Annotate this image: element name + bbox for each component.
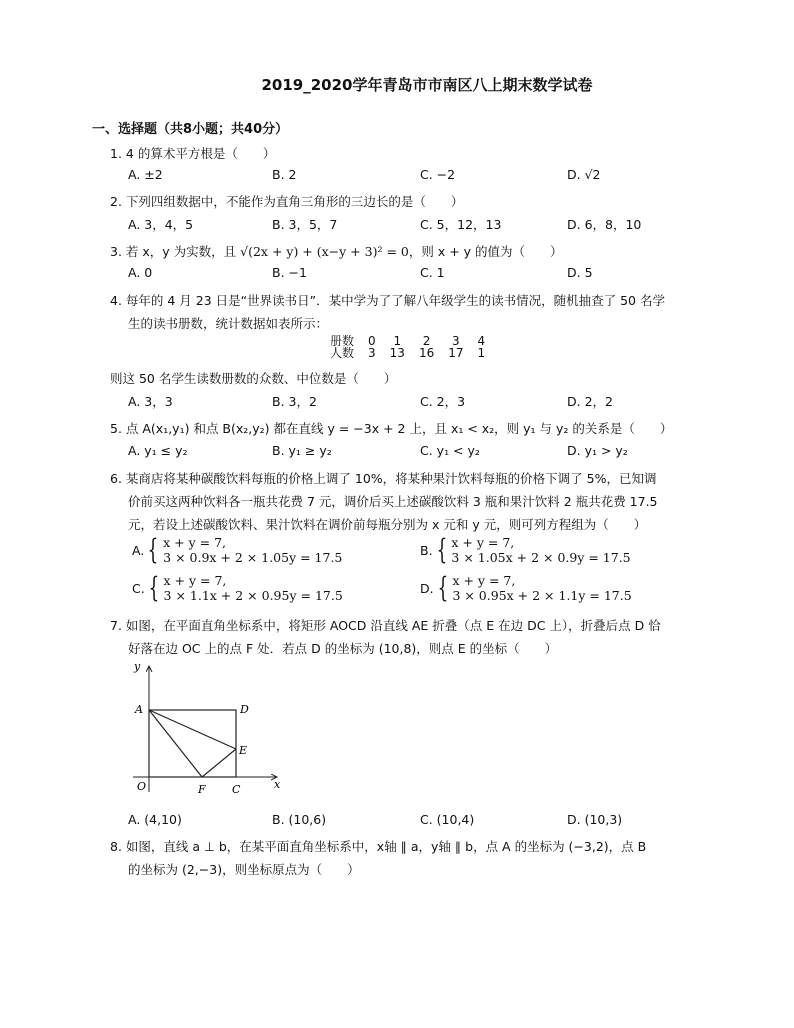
q4-option-c[interactable]: C. 2，3 bbox=[420, 394, 466, 409]
question-7-line-2: 好落在边 OC 上的点 F 处．若点 D 的坐标为 (10,8)，则点 E 的坐标（ ） bbox=[128, 641, 558, 656]
table-cell: 1 bbox=[393, 334, 402, 348]
equation-line: x + y = 7, bbox=[163, 573, 227, 588]
question-2-stem: 2. 下列四组数据中，不能作为直角三角形的三边长的是（ ） bbox=[110, 194, 464, 209]
table-cell: 3 bbox=[368, 346, 376, 360]
point-f-label: F bbox=[198, 783, 206, 796]
point-d-label: D bbox=[240, 703, 249, 716]
question-3-stem bbox=[110, 242, 563, 260]
brace-icon: { bbox=[148, 571, 159, 604]
y-axis-label: y bbox=[134, 660, 141, 673]
q2-option-a[interactable]: A. 3，4，5 bbox=[128, 217, 194, 232]
table-cell: 人数 bbox=[330, 346, 355, 360]
frequency-table bbox=[330, 335, 485, 359]
page-title: 2019_2020学年青岛市市南区八上期末数学试卷 bbox=[261, 76, 593, 94]
q3-equation: √(2x + y) + (x−y + 3)² = 0 bbox=[240, 244, 409, 259]
q2-option-c[interactable]: C. 5，12，13 bbox=[420, 217, 502, 232]
equation-line: x + y = 7, bbox=[452, 573, 516, 588]
q3-option-d[interactable]: D. 5 bbox=[567, 265, 593, 280]
q7-option-d[interactable]: D. (10,3) bbox=[567, 812, 623, 827]
table-cell: 3 bbox=[452, 334, 460, 348]
fold-rectangle-figure bbox=[125, 660, 285, 800]
q3-option-c[interactable]: C. 1 bbox=[420, 265, 445, 280]
brace-icon: { bbox=[147, 533, 159, 566]
fold-line-ae bbox=[149, 710, 236, 749]
q6-option-c[interactable] bbox=[132, 573, 343, 603]
question-8-line-1: 8. 如图，直线 a ⊥ b，在某平面直角坐标系中，x轴 ∥ a，y轴 ∥ b，点 A 的坐标为 (−3,2)，点 B bbox=[110, 839, 647, 854]
segment-af bbox=[149, 710, 202, 777]
q7-option-b[interactable]: B. (10,6) bbox=[272, 812, 327, 827]
question-4-line-1: 4. 每年的 4 月 23 日是“世界读书日”．某中学为了了解八年级学生的读书情况，随机抽查了 50 名学 bbox=[110, 293, 665, 308]
point-o-label: O bbox=[137, 780, 147, 793]
equation-line: x + y = 7, bbox=[451, 535, 515, 550]
q6-option-d[interactable] bbox=[420, 573, 632, 603]
point-a-label: A bbox=[135, 703, 143, 716]
table-row-people bbox=[330, 347, 485, 359]
q4-option-b[interactable]: B. 3，2 bbox=[272, 394, 317, 409]
q3-stem-pre: 3. 若 x，y 为实数，且 bbox=[110, 244, 241, 259]
question-7-line-1: 7. 如图，在平面直角坐标系中，将矩形 AOCD 沿直线 AE 折叠（点 E 在边 DC 上），折叠后点 D 恰 bbox=[110, 618, 661, 633]
table-cell: 0 bbox=[368, 334, 376, 348]
q6-option-b[interactable] bbox=[420, 535, 631, 565]
q5-option-b[interactable]: B. y₁ ≥ y₂ bbox=[272, 443, 332, 458]
q6-option-a[interactable] bbox=[132, 535, 342, 565]
q5-option-a[interactable]: A. y₁ ≤ y₂ bbox=[128, 443, 188, 458]
question-6-line-2: 价前买这两种饮料各一瓶共花费 7 元，调价后买上述碳酸饮料 3 瓶和果汁饮料 2 瓶共花费 17.5 bbox=[128, 494, 658, 509]
option-label: D. bbox=[420, 580, 434, 596]
q1-option-b[interactable]: B. 2 bbox=[272, 167, 297, 182]
q7-option-a[interactable]: A. (4,10) bbox=[128, 812, 182, 827]
question-5-stem: 5. 点 A(x₁,y₁) 和点 B(x₂,y₂) 都在直线 y = −3x + 2 上，且 x₁ < x₂，则 y₁ 与 y₂ 的关系是（ ） bbox=[110, 421, 673, 436]
question-4-line-3: 则这 50 名学生读数册数的众数、中位数是（ ） bbox=[110, 371, 397, 386]
equation-line: 3 × 0.95x + 2 × 1.1y = 17.5 bbox=[452, 588, 632, 603]
q7-option-c[interactable]: C. (10,4) bbox=[420, 812, 475, 827]
segment-fe bbox=[202, 749, 236, 777]
point-e-label: E bbox=[239, 744, 248, 757]
option-label: C. bbox=[132, 580, 145, 596]
brace-icon: { bbox=[437, 571, 448, 604]
question-8-line-2: 的坐标为 (2,−3)，则坐标原点为（ ） bbox=[128, 862, 360, 877]
equation-line: 3 × 1.1x + 2 × 0.95y = 17.5 bbox=[163, 588, 343, 603]
section-heading: 一、选择题（共8小题；共40分） bbox=[92, 122, 289, 137]
question-6-line-3: 元，若设上述碳酸饮料、果汁饮料在调价前每瓶分别为 x 元和 y 元，则可列方程组为（ ） bbox=[128, 517, 647, 532]
table-cell: 13 bbox=[389, 346, 405, 360]
question-4-line-2: 生的读书册数，统计数据如表所示： bbox=[128, 316, 329, 331]
equation-line: x + y = 7, bbox=[163, 535, 227, 550]
q4-option-a[interactable]: A. 3，3 bbox=[128, 394, 173, 409]
q3-option-b[interactable]: B. −1 bbox=[272, 265, 307, 280]
equation-line: 3 × 1.05x + 2 × 0.9y = 17.5 bbox=[451, 550, 631, 565]
question-6-line-1: 6. 某商店将某种碳酸饮料每瓶的价格上调了 10%，将某种果汁饮料每瓶的价格下调了 5%，已知调 bbox=[110, 471, 657, 486]
table-cell: 4 bbox=[477, 334, 486, 348]
q2-option-b[interactable]: B. 3，5，7 bbox=[272, 217, 338, 232]
q2-option-d[interactable]: D. 6，8，10 bbox=[567, 217, 642, 232]
q1-option-c[interactable]: C. −2 bbox=[420, 167, 456, 182]
equation-line: 3 × 0.9x + 2 × 1.05y = 17.5 bbox=[163, 550, 343, 565]
q5-option-c[interactable]: C. y₁ < y₂ bbox=[420, 443, 480, 458]
q4-option-d[interactable]: D. 2，2 bbox=[567, 394, 613, 409]
table-cell: 16 bbox=[418, 346, 435, 360]
table-cell: 17 bbox=[448, 346, 464, 360]
point-c-label: C bbox=[232, 783, 241, 796]
brace-icon: { bbox=[436, 533, 447, 566]
q1-option-a[interactable]: A. ±2 bbox=[128, 167, 163, 182]
option-label: A. bbox=[132, 542, 145, 558]
table-cell: 册数 bbox=[330, 334, 355, 348]
table-cell: 2 bbox=[422, 334, 431, 348]
q5-option-d[interactable]: D. y₁ > y₂ bbox=[567, 443, 628, 458]
q3-option-a[interactable]: A. 0 bbox=[128, 265, 153, 280]
option-label: B. bbox=[420, 542, 433, 558]
q3-stem-post: ，则 x + y 的值为（ ） bbox=[408, 244, 563, 259]
table-cell: 1 bbox=[477, 346, 486, 360]
q1-option-d[interactable]: D. √2 bbox=[567, 167, 601, 182]
x-axis-label: x bbox=[274, 778, 281, 791]
question-1-stem: 1. 4 的算术平方根是（ ） bbox=[110, 146, 276, 161]
